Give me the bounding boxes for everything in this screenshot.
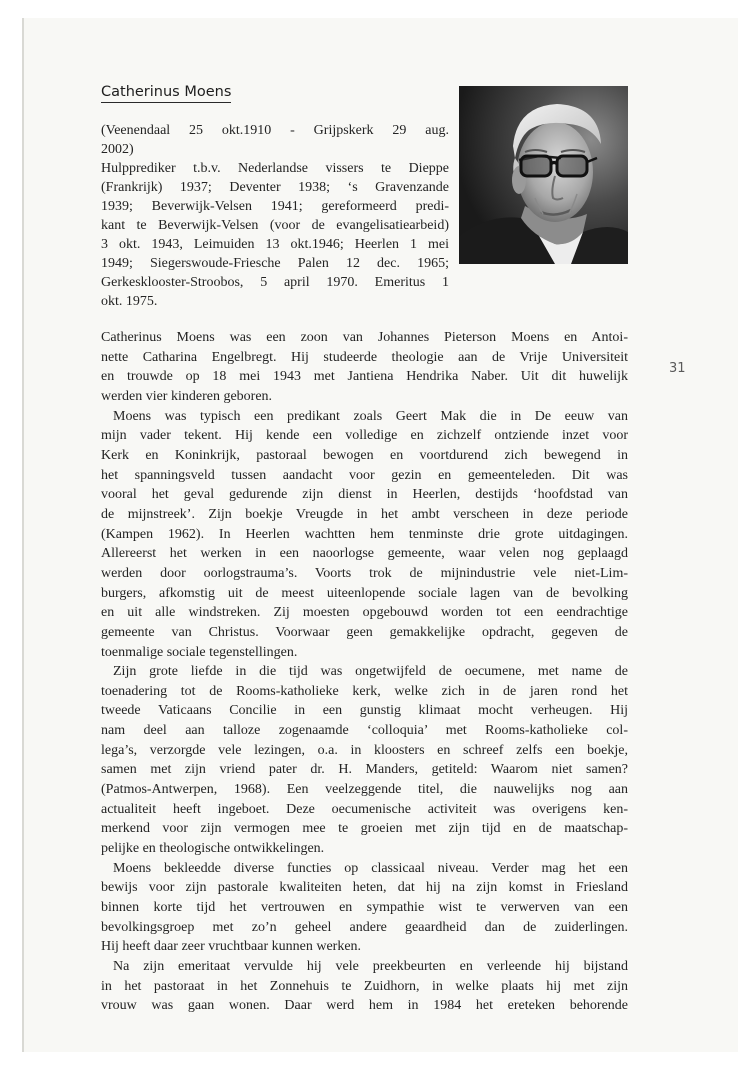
bio-line: (Veenendaal 25 okt.1910 - Grijpskerk 29 aug. bbox=[101, 123, 449, 138]
body-line: Moens bekleedde diverse functies op classicaal niveau. Verder mag het een bbox=[113, 860, 628, 876]
body-line: Kerk en Koninkrijk, pastoraal bewogen en voortdurend zich bewegend in bbox=[101, 447, 628, 463]
body-line: Na zijn emeritaat vervulde hij vele preekbeurten en verleende hij bijstand bbox=[113, 959, 628, 974]
body-line: gemeente van Christus. Voorwaar geen gemakkelijke opdracht, gegeven de bbox=[101, 624, 628, 640]
body-line: Allereerst het werken in een naoorlogse gemeente, waar velen nog geplaagd bbox=[101, 546, 628, 562]
body-line: samen met zijn vriend pater dr. H. Manders, getiteld: Waarom niet samen? bbox=[101, 762, 628, 778]
body-line: tweede Vaticaans Concilie in een gunstig klimaat mocht verheugen. Hij bbox=[101, 703, 628, 719]
body-line: nette Catharina Engelbregt. Hij studeerde theologie aan de Vrije Universiteit bbox=[101, 349, 628, 365]
body-line: en trouwde op 18 mei 1943 met Jantiena Hendrika Naber. Uit dit huwelijk bbox=[101, 369, 628, 385]
body-line: en uit alle windstreken. Zij moesten opgebouwd worden tot een eendrachtige bbox=[101, 605, 628, 621]
body-line: lega’s, verzorgde vele lezingen, o.a. in kloosters en schreef zelfs een boekje, bbox=[101, 742, 628, 758]
body-line: werden door oorlogstrauma’s. Voorts trok de mijnindustrie vele niet-Lim- bbox=[101, 565, 628, 581]
body-line: merkend voor zijn vermogen mee te groeien met zijn tijd en de maatschap- bbox=[101, 821, 628, 837]
body-line: vrouw was gaan wonen. Daar werd hem in 1984 het ereteken behorende bbox=[101, 998, 628, 1014]
body-line: binnen korte tijd het vertrouwen en sympathie wist te verwerven van een bbox=[101, 900, 628, 916]
body-line: Zijn grote liefde in die tijd was ongetwijfeld de oecumene, met name de bbox=[113, 664, 628, 680]
portrait-photo bbox=[459, 86, 628, 264]
bio-line: Gerkesklooster-Stroobos, 5 april 1970. Emeritus 1 bbox=[101, 275, 449, 290]
body-line: actualiteit heeft ingeboet. Deze oecumenische activiteit was overigens ken- bbox=[101, 801, 628, 817]
article-heading: Catherinus Moens bbox=[101, 83, 231, 103]
page-number: 31 bbox=[669, 361, 686, 376]
body-line: (Patmos-Antwerpen, 1968). Een veelzeggende titel, die nauwelijks nog aan bbox=[101, 782, 628, 798]
bio-line: Hulpprediker t.b.v. Nederlandse vissers te Dieppe bbox=[101, 161, 449, 176]
body-line: toenadering tot de Rooms-katholieke kerk, welke zich in de jaren rond het bbox=[101, 683, 628, 699]
body-line: nam deel aan talloze zogenaamde ‘colloquia’ met Rooms-katholieke col- bbox=[101, 723, 628, 739]
body-line: toenmalige sociale tegenstellingen. bbox=[101, 644, 298, 660]
body-line: (Kampen 1962). In Heerlen wachtten hem tenminste drie grote uitdagingen. bbox=[101, 526, 628, 542]
body-line: werden vier kinderen geboren. bbox=[101, 388, 273, 404]
body-line: het spanningsveld tussen aandacht voor gezin en gemeenteleden. Dit was bbox=[101, 467, 628, 483]
body-line: in het pastoraat in het Zonnehuis te Zuidhorn, in welke plaats hij met zijn bbox=[101, 978, 628, 994]
body-line: Catherinus Moens was een zoon van Johannes Pieterson Moens en Antoi- bbox=[101, 330, 628, 345]
bio-line: (Frankrijk) 1937; Deventer 1938; ‘s Gravenzande bbox=[101, 180, 449, 195]
body-line: vooral het geval gedurende zijn dienst in Heerlen, destijds ‘hoofdstad van bbox=[101, 487, 628, 503]
body-line: pelijke en theologische ontwikkelingen. bbox=[101, 841, 325, 857]
biographical-summary bbox=[101, 121, 449, 311]
body-line: bewijs voor zijn pastorale kwaliteiten heten, dat hij na zijn komst in Friesland bbox=[101, 880, 628, 896]
body-line: bevolkingsgroep met zo’n geheel andere geaardheid dan de zuiderlingen. bbox=[101, 919, 628, 935]
body-line: burgers, afkomstig uit de meest uiteenlopende sociale lagen van de bevolking bbox=[101, 585, 628, 601]
body-line: mijn vader tekent. Hij kende een volledige en zichzelf ontziende inzet voor bbox=[101, 428, 628, 444]
body-line: Hij heeft daar zeer vruchtbaar kunnen werken. bbox=[101, 939, 362, 955]
bio-line: 1949; Siegerswoude-Friesche Palen 12 dec. 1965; bbox=[101, 256, 449, 271]
bio-line: 1939; Beverwijk-Velsen 1941; gereformeerd predi- bbox=[101, 199, 449, 214]
bio-line: 2002) bbox=[101, 142, 134, 157]
bio-line: kant te Beverwijk-Velsen (voor de evangelisatiearbeid) bbox=[101, 218, 449, 233]
body-line: Moens was typisch een predikant zoals Geert Mak die in De eeuw van bbox=[113, 408, 628, 424]
body-line: de mijnstreek’. Zijn boekje Vreugde in het ambt verscheen in deze periode bbox=[101, 506, 628, 522]
article-body bbox=[101, 328, 628, 1016]
bio-line: okt. 1975. bbox=[101, 294, 158, 309]
bio-line: 3 okt. 1943, Leimuiden 13 okt.1946; Heerlen 1 mei bbox=[101, 237, 449, 252]
